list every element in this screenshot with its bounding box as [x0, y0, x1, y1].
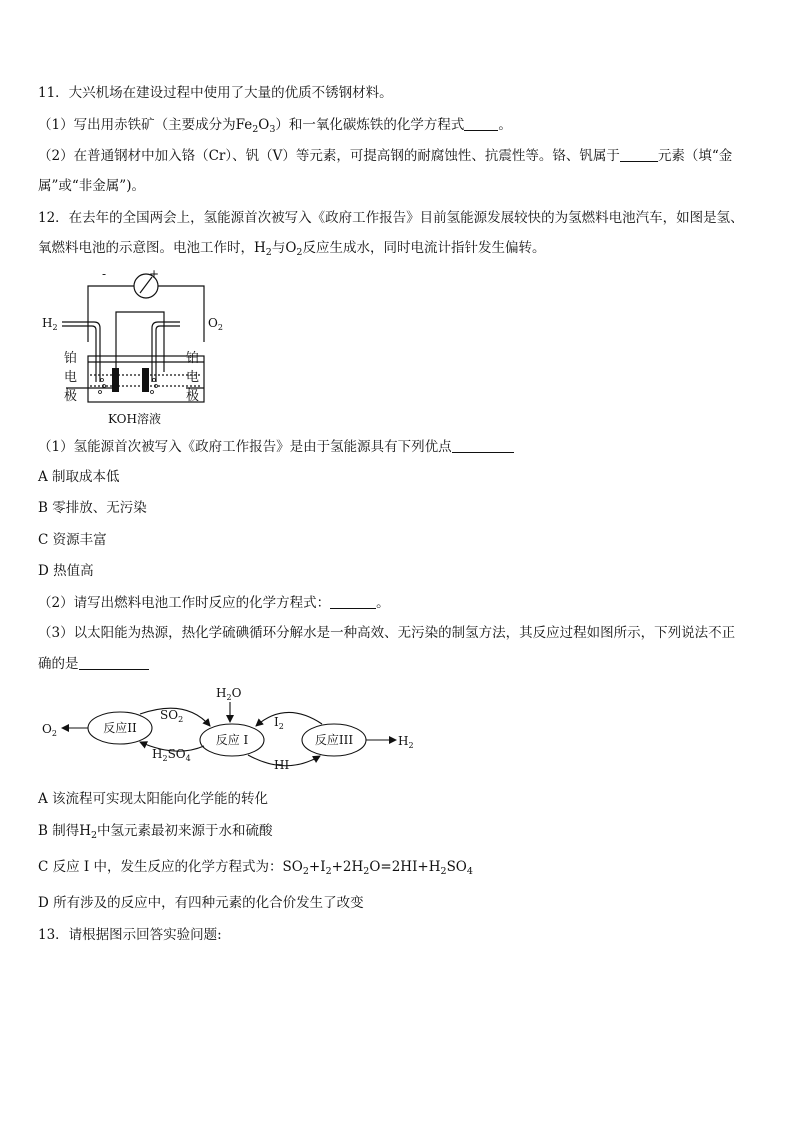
q12-sub3-option-c: C 反应 I 中，发生反应的化学方程式为：$SO_2+I_2+2H_2O=2HI+H_2SO_4$ [38, 859, 473, 877]
reaction-2-label: 反应II [103, 721, 137, 735]
q12-sub2: （2）请写出燃料电池工作时反应的化学方程式： 。 [38, 595, 390, 611]
left-electrode-label-2: 电 [64, 370, 78, 385]
right-electrode [142, 368, 149, 392]
q12-sub3-option-d: D 所有涉及的反应中，有四种元素的化合价发生了改变 [38, 895, 364, 911]
q12-sub1: （1）氢能源首次被写入《政府工作报告》是由于氢能源具有下列优点 [38, 437, 514, 457]
h2-product-label: $H_2$ [398, 734, 414, 750]
o2-product-label: $O_2$ [42, 722, 57, 738]
h2so4-label: $H_2SO_4$ [152, 747, 191, 763]
i2-label: $I_2$ [274, 715, 284, 731]
o2-label: $O_2$ [208, 316, 223, 332]
q11-title: 11．大兴机场在建设过程中使用了大量的优质不锈钢材料。 [38, 85, 393, 101]
q12-sub3-option-b: B 制得$H_2$中氢元素最初来源于水和硫酸 [38, 823, 273, 841]
q11-part2: （2）在普通钢材中加入铬（Cr）、钒（V）等元素，可提高钢的耐腐蚀性、抗震性等。铬、钒属于 元素（填“金 [38, 148, 733, 164]
q12-option-c: C 资源丰富 [38, 532, 107, 548]
left-electrode-label-1: 铂 [64, 351, 78, 366]
q11-part1: （1）写出用赤铁矿（主要成分为$Fe_2O_3$）和一氧化碳炼铁的化学方程式 。 [38, 117, 512, 135]
q12-stem-line2: 氧燃料电池的示意图。电池工作时，$H_2$与$O_2$反应生成水，同时电流计指针发生偏转。 [38, 240, 546, 258]
q13-title: 13．请根据图示回答实验问题: [38, 927, 222, 943]
reaction-1-label: 反应 I [215, 733, 249, 747]
right-electrode-label-2: 电 [186, 370, 200, 385]
answer-blank[interactable] [330, 594, 376, 609]
q12-sub3-line2: 确的是 [38, 654, 149, 674]
q12-option-b: B 零排放、无污染 [38, 500, 147, 516]
hi-label: HI [274, 758, 290, 772]
q12-option-d: D 热值高 [38, 563, 94, 579]
minus-sign: - [102, 267, 107, 281]
answer-blank[interactable] [464, 116, 498, 131]
inner-wire [116, 312, 164, 372]
left-electrode [112, 368, 119, 392]
koh-solution-label: KOH溶液 [108, 412, 161, 426]
right-electrode-label-3: 极 [186, 389, 200, 404]
answer-blank[interactable] [620, 147, 658, 162]
q12-sub3-line1: （3）以太阳能为热源，热化学硫碘循环分解水是一种高效、无污染的制氢方法，其反应过程如图所示，下列说法不正 [38, 625, 736, 641]
q12-sub3-option-a: A 该流程可实现太阳能向化学能的转化 [38, 791, 269, 807]
plus-sign: + [149, 267, 160, 281]
left-electrode-label-3: 极 [64, 389, 78, 404]
sulfur-iodine-cycle-diagram [36, 680, 426, 780]
answer-blank[interactable] [452, 438, 514, 453]
so2-label: $SO_2$ [160, 708, 184, 724]
q12-option-a: A 制取成本低 [38, 469, 120, 485]
answer-blank[interactable] [79, 655, 149, 670]
h2o-label: $H_2O$ [216, 686, 242, 702]
q11-part2-cont: 属”或“非金属”)。 [38, 178, 145, 194]
reaction-3-label: 反应III [314, 733, 354, 747]
h2-label: $H_2$ [42, 316, 58, 332]
fuel-cell-diagram [36, 262, 226, 432]
right-electrode-label-1: 铂 [186, 351, 200, 366]
q12-stem-line1: 12．在去年的全国两会上，氢能源首次被写入《政府工作报告》目前氢能源发展较快的为氢燃料电池汽车，如图是氢、 [38, 210, 744, 226]
